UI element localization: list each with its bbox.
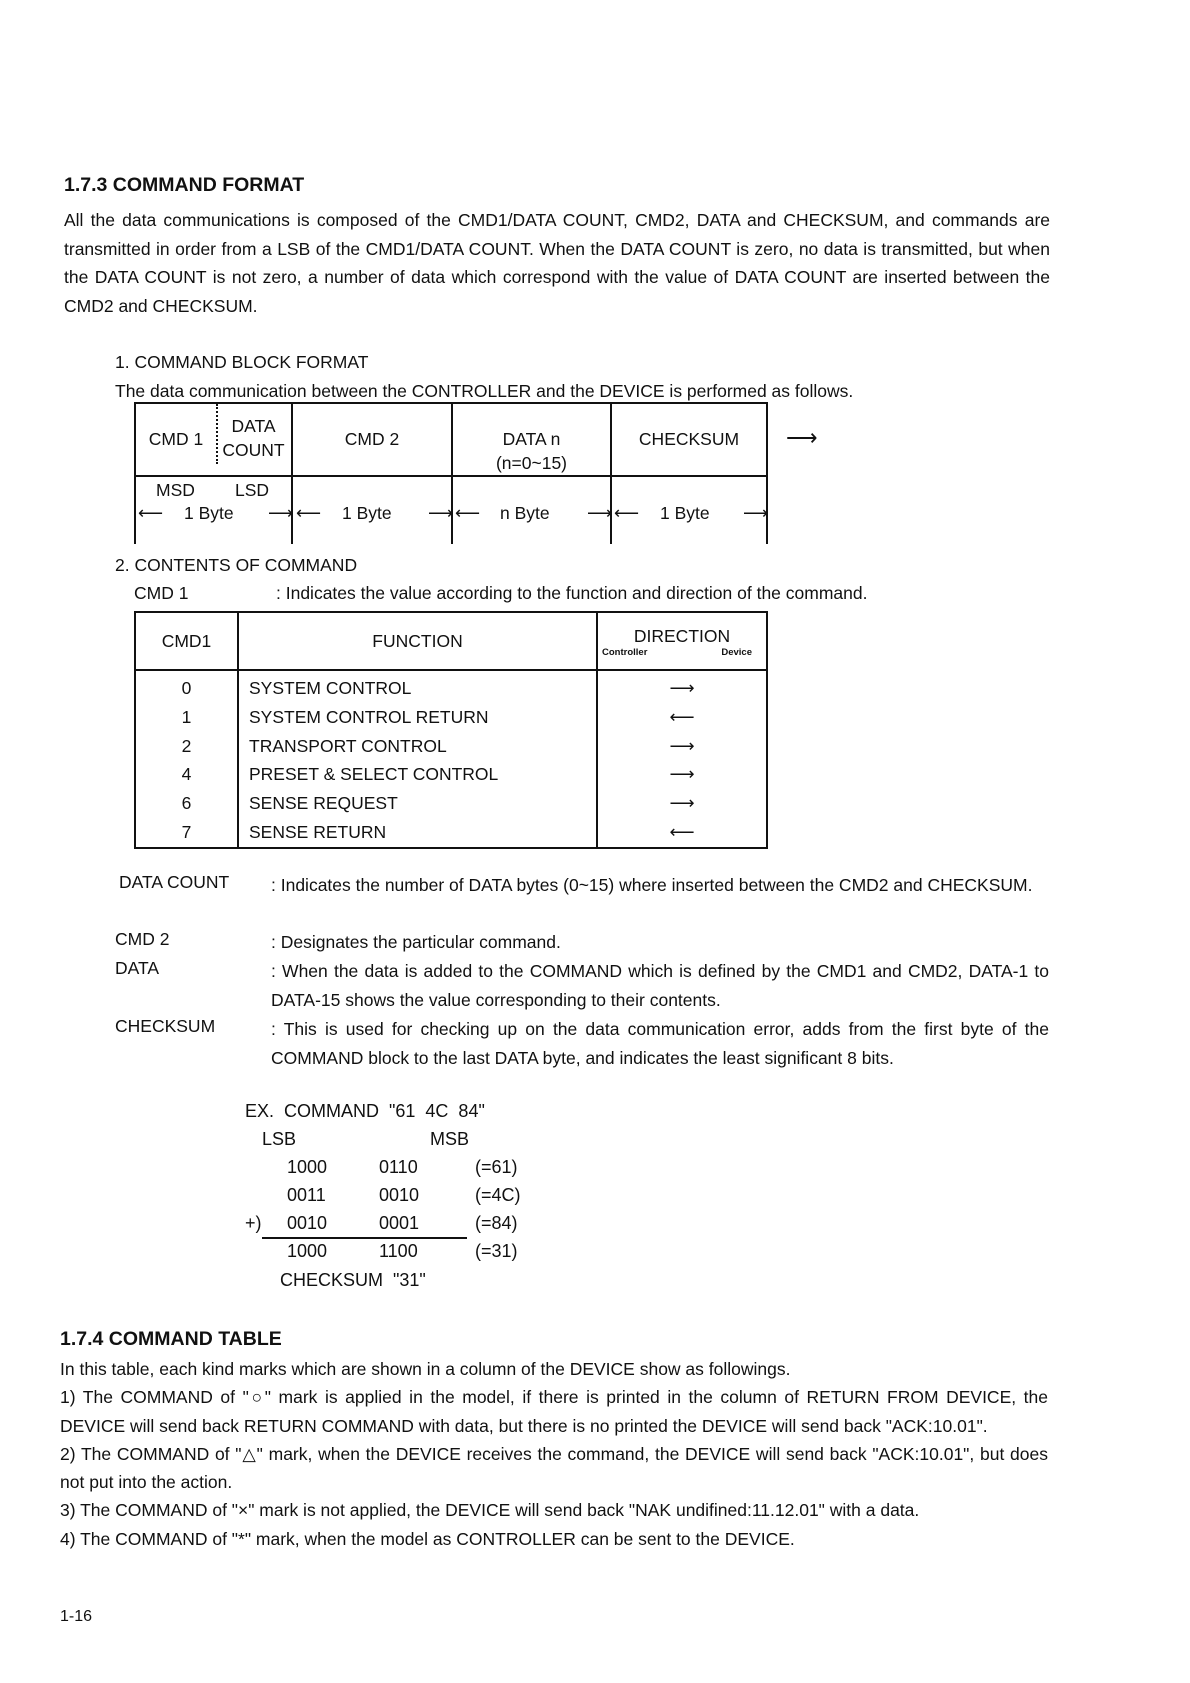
cmd2-cell: CMD 2	[344, 429, 400, 449]
intro-paragraph: All the data communications is composed of the CMD1/DATA COUNT, CMD2, DATA and CHECKSUM, and commands are transmitted in order from a LSB of the CMD1/DATA COUNT. When the DATA COUNT is zero, no data is transmitted, but when the DATA COUNT is not zero, a number of data which correspond with the value of DATA COUNT are inserted between the CMD2 and CHECKSUM.	[64, 210, 1050, 316]
checksum-label: CHECKSUM	[115, 1016, 216, 1036]
cmd1-code-column	[135, 670, 238, 848]
data-count-text: : Indicates the number of DATA bytes (0~15) where inserted between the CMD2 and CHECKSUM.	[271, 875, 1033, 895]
cmd1-table	[134, 611, 768, 849]
direction-arrow-icon: ⟶	[669, 793, 695, 814]
example-plus-sign: +)	[245, 1213, 262, 1233]
example-title: EX. COMMAND "61 4C 84"	[245, 1101, 485, 1121]
example-row-b: 0001	[379, 1213, 420, 1233]
cmd1-table-header-row	[135, 612, 767, 670]
direction-arrow-icon: ⟶	[669, 678, 695, 698]
data-count-label: DATA COUNT	[119, 872, 230, 892]
example-row-eq: (=61)	[475, 1157, 518, 1177]
data-n-range: (n=0~15)	[495, 453, 568, 473]
data-label: DATA	[115, 958, 160, 978]
byte-label-1: 1 Byte	[184, 503, 234, 523]
cmd1-code: 2	[181, 735, 192, 756]
cmd1-label: CMD 1	[134, 583, 189, 603]
cmd1-code: 6	[181, 793, 192, 814]
cmd2-text: : Designates the particular command.	[271, 932, 561, 952]
example-row-a: 0011	[287, 1185, 326, 1205]
data-n-cell: DATA n	[502, 429, 561, 449]
byte-left-arrow-1: ⟵	[138, 503, 164, 523]
cmd1-function-column	[238, 670, 597, 848]
byte-label-3: n Byte	[500, 503, 550, 523]
example-row-eq: (=31)	[475, 1241, 518, 1261]
cmd1-function: SYSTEM CONTROL RETURN	[249, 706, 489, 727]
section-title-1-7-3: 1.7.3 COMMAND FORMAT	[64, 174, 305, 196]
note-cross-mark: 3) The COMMAND of "×" mark is not applied, the DEVICE will send back "NAK undifined:11.12.01" with a data.	[60, 1500, 920, 1521]
cmd2-label: CMD 2	[115, 929, 170, 949]
cmd1-function: SENSE REQUEST	[249, 793, 398, 814]
cmd1-function: TRANSPORT CONTROL	[249, 735, 447, 756]
block-divider-0	[134, 402, 136, 544]
checksum-cell: CHECKSUM	[638, 429, 740, 449]
example-lsb: LSB	[262, 1129, 297, 1149]
cmd1-code: 0	[181, 678, 192, 698]
direction-arrow-icon: ⟶	[669, 764, 695, 785]
direction-arrow-icon: ⟶	[669, 735, 695, 756]
cmd1-code: 1	[181, 706, 192, 727]
cmd1-function: PRESET & SELECT CONTROL	[249, 764, 499, 785]
sum-underline	[262, 1237, 467, 1239]
example-result: CHECKSUM "31"	[280, 1270, 426, 1290]
cmd1-cell: CMD 1	[148, 429, 204, 449]
block-format-heading: 1. COMMAND BLOCK FORMAT	[115, 352, 369, 372]
header-controller: Controller	[602, 646, 648, 658]
header-direction	[597, 612, 767, 670]
note-triangle-mark: 2) The COMMAND of "△" mark, when the DEVICE receives the command, the DEVICE will send back "ACK:10.01", but does not put into the action.	[60, 1443, 1048, 1493]
data-count-cell-line1: DATA	[231, 416, 276, 436]
byte-right-arrow-3: ⟶	[587, 503, 613, 523]
contents-heading: 2. CONTENTS OF COMMAND	[115, 555, 358, 575]
example-row-b: 0110	[379, 1157, 418, 1177]
byte-right-arrow-2: ⟶	[428, 503, 454, 523]
command-table-notes	[60, 1355, 1048, 1553]
data-count-cell-line2: COUNT	[222, 440, 285, 460]
cmd1-description: : Indicates the value according to the function and direction of the command.	[276, 583, 868, 603]
msd-label: MSD	[156, 480, 195, 500]
example-row-a: 1000	[287, 1157, 328, 1177]
cmd1-direction-column	[597, 670, 767, 848]
block-format-description: The data communication between the CONTROLLER and the DEVICE is performed as follows.	[115, 381, 854, 401]
note-asterisk-mark: 4) The COMMAND of "*" mark, when the model as CONTROLLER can be sent to the DEVICE.	[60, 1528, 795, 1549]
example-row-a: 0010	[287, 1213, 328, 1233]
example-row-b: 1100	[379, 1241, 418, 1261]
byte-left-arrow-4: ⟵	[614, 503, 640, 523]
header-cmd1: CMD1	[135, 612, 238, 670]
checksum-text: : This is used for checking up on the data communication error, adds from the first byte of the COMMAND block to the last DATA byte, and indicates the least significant 8 bits.	[271, 1019, 1049, 1068]
direction-arrow-icon: ⟵	[669, 821, 695, 842]
section-title-1-7-4: 1.7.4 COMMAND TABLE	[60, 1328, 282, 1350]
byte-label-4: 1 Byte	[660, 503, 710, 523]
cmd1-function: SYSTEM CONTROL	[249, 678, 412, 698]
example-row-b: 0010	[379, 1185, 420, 1205]
lsd-label: LSD	[235, 480, 270, 500]
example-msb: MSB	[430, 1129, 470, 1149]
page-number: 1-16	[60, 1608, 93, 1625]
example-row-a: 1000	[287, 1241, 328, 1261]
byte-right-arrow-4: ⟶	[743, 503, 769, 523]
byte-left-arrow-2: ⟵	[296, 503, 322, 523]
byte-label-2: 1 Byte	[342, 503, 392, 523]
cmd1-code: 7	[181, 821, 192, 842]
cmd1-function: SENSE RETURN	[249, 821, 387, 842]
transmission-arrow: ⟶	[786, 425, 818, 450]
header-function: FUNCTION	[238, 612, 597, 670]
header-direction-label: DIRECTION	[633, 625, 731, 646]
cmd1-code: 4	[181, 764, 192, 785]
byte-right-arrow-1: ⟶	[268, 503, 294, 523]
example-row-eq: (=84)	[475, 1213, 518, 1233]
data-text: : When the data is added to the COMMAND which is defined by the CMD1 and CMD2, DATA-1 to DATA-15 shows the value corresponding to their contents.	[271, 961, 1049, 1010]
note-intro: In this table, each kind marks which are shown in a column of the DEVICE show as followings.	[60, 1359, 791, 1379]
direction-arrow-icon: ⟵	[669, 706, 695, 727]
byte-left-arrow-3: ⟵	[455, 503, 481, 523]
header-device: Device	[721, 646, 752, 658]
example-row-eq: (=4C)	[475, 1185, 521, 1205]
note-circle-mark: 1) The COMMAND of "○" mark is applied in the model, if there is printed in the column of RETURN FROM DEVICE, the DEVICE will send back RETURN COMMAND with data, but there is no printed the DEVICE will send back "ACK:10.01".	[60, 1387, 1048, 1436]
cmd1-table-body	[135, 670, 767, 848]
direction-subheader	[598, 647, 766, 658]
